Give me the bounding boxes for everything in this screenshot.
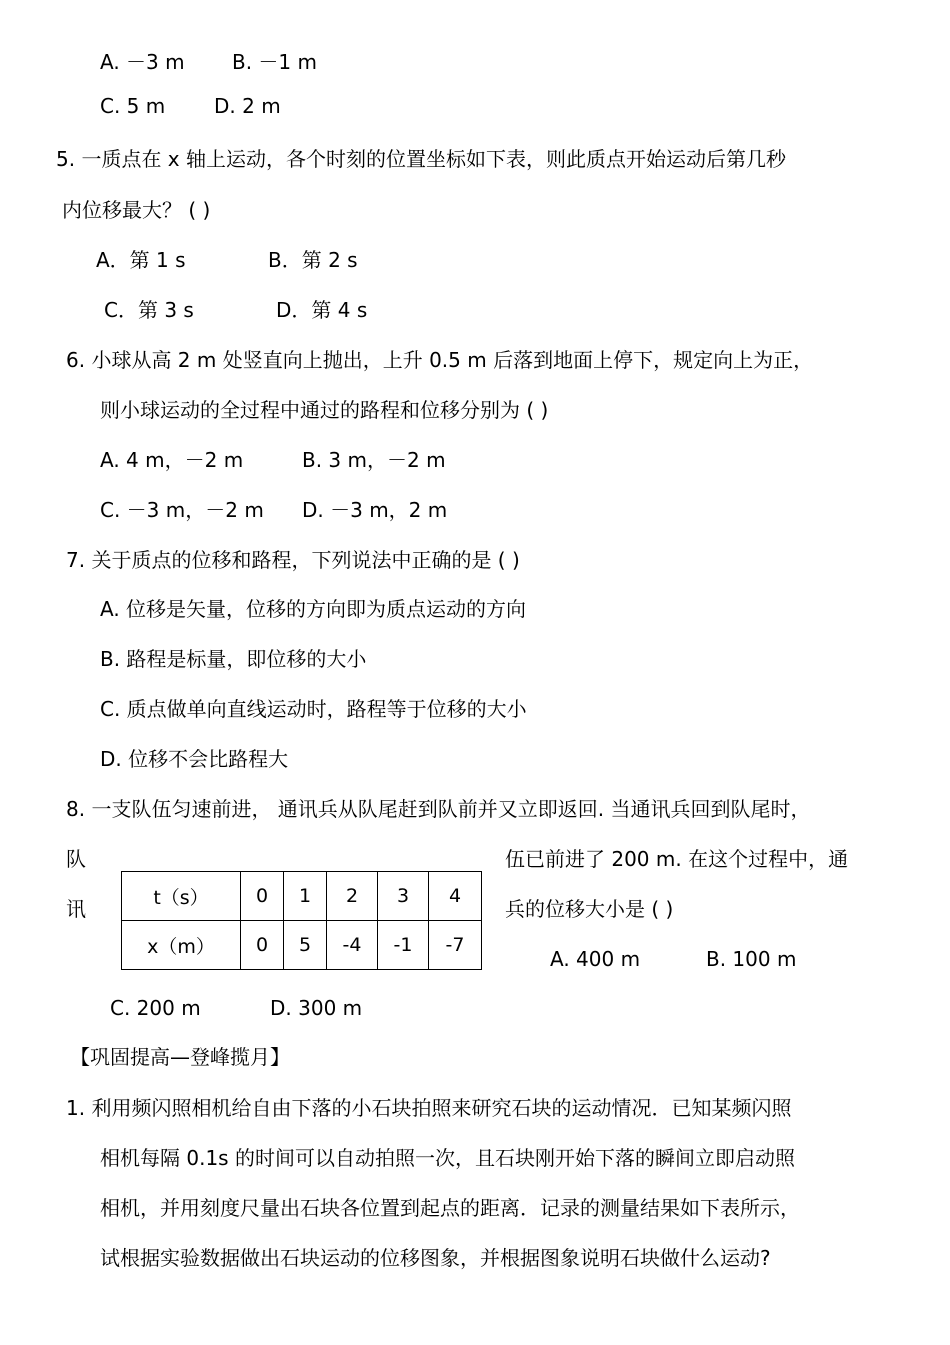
q5-stem-line1: 5. 一质点在 x 轴上运动，各个时刻的位置坐标如下表，则此质点开始运动后第几秒 [56, 147, 786, 171]
section-title: 【巩固提高—登峰揽月】 [70, 1045, 290, 1069]
q4-option-d: D. 2 m [214, 94, 281, 118]
q7-option-a: A. 位移是矢量，位移的方向即为质点运动的方向 [100, 597, 527, 621]
table-cell: 1 [284, 872, 327, 921]
q8-left-char-1: 队 [66, 847, 86, 871]
p1-line1: 1. 利用频闪照相机给自由下落的小石块拍照来研究石块的运动情况．已知某频闪照 [66, 1096, 792, 1120]
q6-stem-line1: 6. 小球从高 2 m 处竖直向上抛出，上升 0.5 m 后落到地面上停下，规定向上为正， [66, 348, 814, 372]
q5-stem-line2: 内位移最大？ ( ) [62, 198, 211, 222]
table-cell: t（s） [122, 872, 241, 921]
q6-stem-line2: 则小球运动的全过程中通过的路程和位移分别为 ( ) [100, 398, 549, 422]
q6-option-b: B. 3 m，－2 m [302, 448, 446, 472]
q6-option-c: C. －3 m，－2 m [100, 498, 264, 522]
table-row [122, 872, 482, 921]
q7-stem: 7. 关于质点的位移和路程，下列说法中正确的是 ( ) [66, 548, 520, 572]
table-cell: -7 [429, 921, 482, 970]
q8-stem-right-line2: 兵的位移大小是 ( ) [505, 897, 674, 921]
p1-line4: 试根据实验数据做出石块运动的位移图象，并根据图象说明石块做什么运动? [100, 1246, 771, 1270]
table-cell: 3 [378, 872, 429, 921]
table-cell: 0 [241, 872, 284, 921]
table-cell: 4 [429, 872, 482, 921]
q8-option-a: A. 400 m [550, 947, 641, 971]
q7-option-c: C. 质点做单向直线运动时，路程等于位移的大小 [100, 697, 527, 721]
q8-stem-right-line1: 伍已前进了 200 m. 在这个过程中，通 [505, 847, 849, 871]
q4-option-c: C. 5 m [100, 94, 166, 118]
position-table [121, 871, 482, 970]
p1-line2: 相机每隔 0.1s 的时间可以自动拍照一次，且石块刚开始下落的瞬间立即启动照 [100, 1146, 795, 1170]
table-cell: x（m） [122, 921, 241, 970]
table-cell: 2 [327, 872, 378, 921]
q5-option-a: A．第 1 s [96, 248, 186, 272]
table-cell: 5 [284, 921, 327, 970]
q4-option-a: A. －3 m [100, 50, 185, 74]
table-cell: -1 [378, 921, 429, 970]
q5-option-c: C．第 3 s [104, 298, 194, 322]
q8-left-char-2: 讯 [66, 897, 86, 921]
table-cell: 0 [241, 921, 284, 970]
q8-stem-line1: 8. 一支队伍匀速前进， 通讯兵从队尾赶到队前并又立即返回. 当通讯兵回到队尾时， [66, 797, 811, 821]
q6-option-a: A. 4 m，－2 m [100, 448, 244, 472]
q8-option-c: C. 200 m [110, 996, 201, 1020]
q5-option-b: B．第 2 s [268, 248, 358, 272]
q8-option-b: B. 100 m [706, 947, 797, 971]
q5-option-d: D．第 4 s [276, 298, 368, 322]
q7-option-d: D. 位移不会比路程大 [100, 747, 289, 771]
q7-option-b: B. 路程是标量，即位移的大小 [100, 647, 367, 671]
q4-option-b: B. －1 m [232, 50, 317, 74]
q6-option-d: D. －3 m，2 m [302, 498, 448, 522]
table-cell: -4 [327, 921, 378, 970]
p1-line3: 相机，并用刻度尺量出石块各位置到起点的距离．记录的测量结果如下表所示， [100, 1196, 800, 1220]
table-row [122, 921, 482, 970]
q8-option-d: D. 300 m [270, 996, 363, 1020]
